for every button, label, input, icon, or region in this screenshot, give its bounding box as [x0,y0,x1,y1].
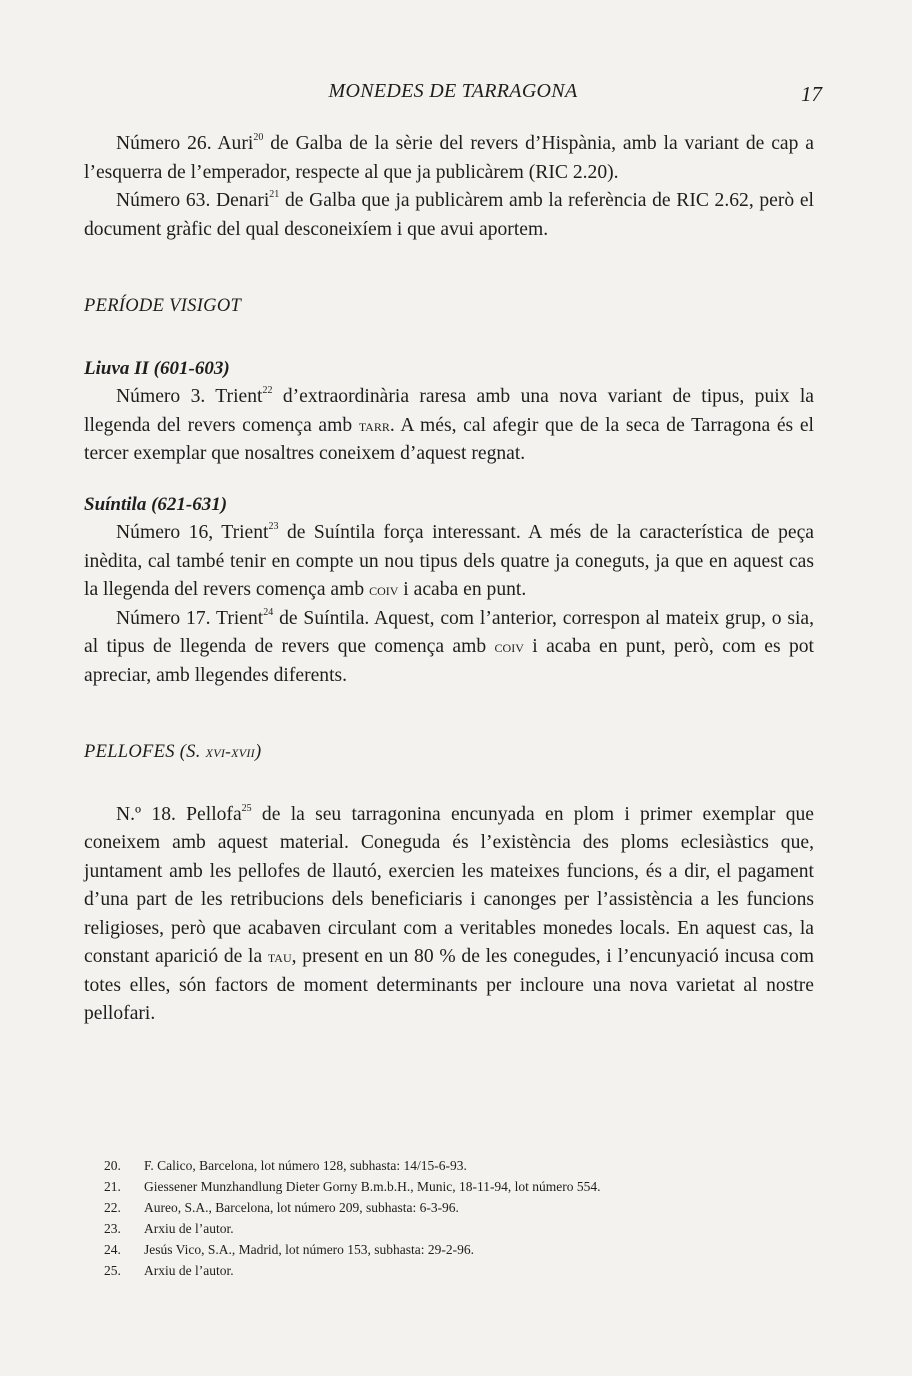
footnote-ref-24: 24 [263,606,274,618]
paragraph-numero-16 [84,519,814,605]
paragraph-text: de Suíntila força interessant. A més de la característica de peça inèdita, cal també tenir en compte un nou tipus dels quatre ja coneguts, ja que en aquest cas la llegenda del revers comença amb [84,522,814,600]
paragraph-numero-26 [84,130,814,187]
running-header [84,76,822,108]
subheading-suintila: Suíntila (621-631) [84,493,228,515]
legend-abbrev: tarr [358,415,390,435]
entry-label: Número 3. Trient [116,386,263,407]
paragraph-text: de la seu tarragonina encunyada en plom i primer exemplar que coneixem amb aquest material. Coneguda és l’existència des ploms eclesiàstics que, juntament amb les pellofes de llautó, exercien les mateixes funcions, és a dir, el pagament d’una part de les retribucions dels beneficiaris i canonges per l’assistència a les funcions religioses, però que acabaven circulant com a veritables monedes locals. En aquest cas, la constant aparició de la [84,803,814,967]
footnote-ref-25: 25 [241,802,252,814]
entry-label: Número 17. Trient [116,607,264,629]
footnote-item [104,1176,744,1197]
heading-text: ) [254,742,262,762]
footnote-text: Jesús Vico, S.A., Madrid, lot número 153, subhasta: 29-2-96. [144,1242,475,1257]
footnote-ref-21: 21 [269,189,280,200]
footnote-item [104,1218,744,1239]
entry-label: Número 63. Denari [116,190,270,211]
footnote-number: 23. [104,1221,121,1236]
footnote-text: F. Calico, Barcelona, lot número 128, subhasta: 14/15-6-93. [144,1158,467,1173]
paragraph-numero-17 [84,605,814,691]
entry-label: Número 16, Trient [116,522,269,543]
footnote-ref-23: 23 [268,521,279,532]
entry-label: N.º 18. Pellofa [116,803,242,825]
footnote-item [104,1239,744,1260]
heading-text: PELLOFES (S. [84,742,206,762]
heading-century: xvi-xvii [205,742,255,761]
legend-abbrev: coiv [494,637,524,656]
footnote-number: 24. [104,1242,121,1257]
page-number: 17 [801,82,822,106]
footnotes [104,1155,744,1281]
paragraph-text: de Galba que ja publicàrem amb la referència de RIC 2.62, però el document gràfic del qual desconeixíem i que avui aportem. [84,190,814,240]
section-heading-pellofes [84,738,814,767]
paragraph-numero-63 [84,187,814,244]
footnote-number: 25. [104,1263,121,1278]
paragraph-text: i acaba en punt, però, com es pot apreciar, amb llegendes diferents. [84,636,814,686]
paragraph-text: de Galba de la sèrie del revers d’Hispània, amb la variant de cap a l’esquerra de l’emperador, respecte al que ja publicàrem (RIC 2.20). [84,133,814,183]
footnote-ref-20: 20 [253,132,264,143]
legend-abbrev: tau [267,947,292,966]
entry-label: Número 26. Auri [116,133,254,154]
footnote-text: Aureo, S.A., Barcelona, lot número 209, subhasta: 6-3-96. [144,1200,459,1215]
footnote-item [104,1197,744,1218]
legend-abbrev: coiv [369,580,399,599]
section-heading-visigot: PERÍODE VISIGOT [84,296,242,316]
paragraph-text: de Suíntila. Aquest, com l’anterior, correspon al mateix grup, o sia, al tipus de llegenda de revers que comença amb [84,607,814,657]
paragraph-numero-3 [84,383,814,469]
subheading-liuva: Liuva II (601-603) [84,357,230,379]
paragraph-numero-18 [84,801,814,1029]
footnote-text: Giessener Munzhandlung Dieter Gorny B.m.b.H., Munic, 18-11-94, lot número 554. [144,1179,601,1194]
footnote-item [104,1155,744,1176]
footnote-text: Arxiu de l’autor. [144,1263,234,1278]
footnote-number: 22. [104,1200,121,1215]
running-title: MONEDES DE TARRAGONA [328,80,578,102]
footnote-text: Arxiu de l’autor. [144,1221,234,1236]
footnote-number: 20. [104,1158,121,1173]
paragraph-text: d’extraordinària raresa amb una nova variant de tipus, puix la llegenda del revers comença amb [84,386,814,436]
footnote-ref-22: 22 [262,385,273,396]
footnote-item [104,1260,744,1281]
paragraph-text: i acaba en punt. [398,579,527,600]
footnote-number: 21. [104,1179,121,1194]
paragraph-text: . A més, cal afegir que de la seca de Tarragona és el tercer exemplar que nosaltres coneixem d’aquest regnat. [84,414,814,464]
body-text [84,130,814,1029]
paragraph-text: , present en un 80 % de les conegudes, i l’encunyació incusa com totes elles, són factors de moment determinants per incloure una nova varietat al nostre pellofari. [84,946,814,1024]
